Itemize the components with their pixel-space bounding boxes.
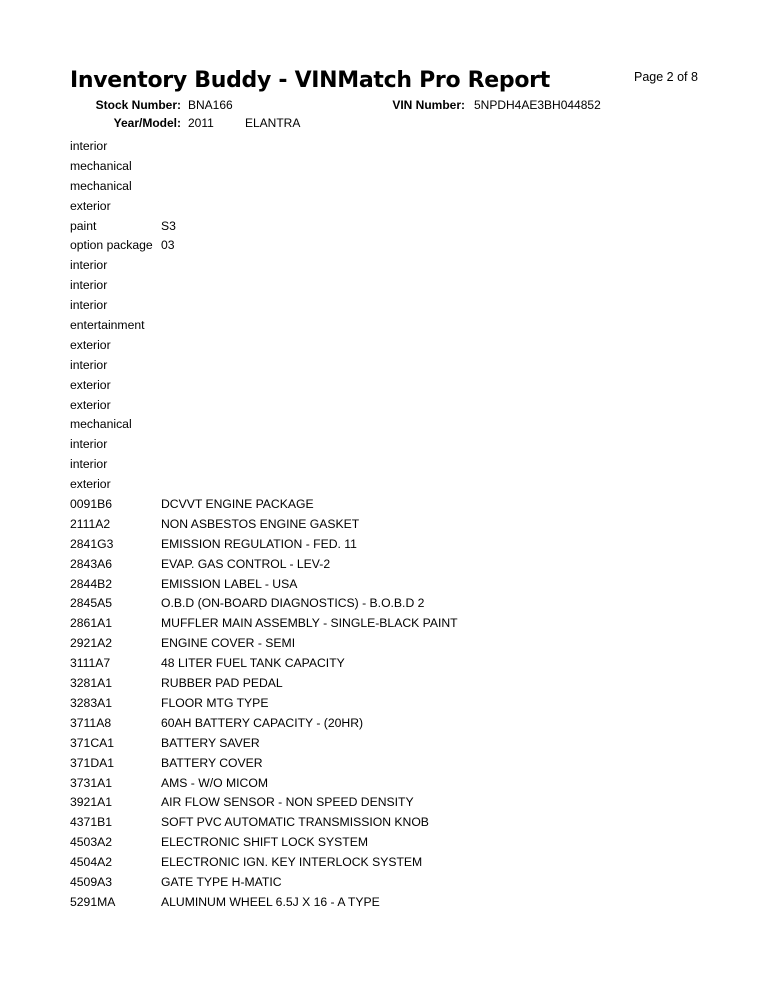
option-code: 3731A1 xyxy=(70,775,113,790)
option-code: 5291MA xyxy=(70,894,116,909)
option-code: interior xyxy=(70,298,108,313)
option-row xyxy=(70,415,720,435)
option-description: SOFT PVC AUTOMATIC TRANSMISSION KNOB xyxy=(161,815,429,830)
option-code: mechanical xyxy=(70,178,132,193)
option-code: entertainment xyxy=(70,318,145,333)
report-title: Inventory Buddy - VINMatch Pro Report xyxy=(70,68,550,93)
option-row xyxy=(70,515,720,535)
option-code: interior xyxy=(70,437,108,452)
option-row xyxy=(70,296,720,316)
option-code: mechanical xyxy=(70,417,132,432)
option-code: 2845A5 xyxy=(70,596,113,611)
option-row xyxy=(70,236,720,256)
option-code: 3711A8 xyxy=(70,715,112,730)
stock-number-label: Stock Number: xyxy=(95,98,181,112)
option-description: 60AH BATTERY CAPACITY - (20HR) xyxy=(161,715,364,730)
option-description: BATTERY COVER xyxy=(161,755,263,770)
option-row xyxy=(70,575,720,595)
option-row xyxy=(70,217,720,237)
option-code: 371CA1 xyxy=(70,735,115,750)
option-description: BATTERY SAVER xyxy=(161,735,260,750)
option-code: 2111A2 xyxy=(70,516,111,531)
option-row xyxy=(70,495,720,515)
option-row xyxy=(70,774,720,794)
year-value: 2011 xyxy=(188,116,214,130)
option-code: 4509A3 xyxy=(70,874,113,889)
option-code: 2843A6 xyxy=(70,556,113,571)
option-row xyxy=(70,793,720,813)
option-description: 03 xyxy=(161,238,175,253)
option-row xyxy=(70,535,720,555)
option-code: interior xyxy=(70,139,108,153)
option-code: 3281A1 xyxy=(70,676,113,691)
option-row xyxy=(70,873,720,893)
option-description: 48 LITER FUEL TANK CAPACITY xyxy=(161,656,345,671)
option-row xyxy=(70,833,720,853)
option-description: ENGINE COVER - SEMI xyxy=(161,636,296,651)
option-row xyxy=(70,316,720,336)
option-row xyxy=(70,177,720,197)
option-row xyxy=(70,376,720,396)
option-code: 0091B6 xyxy=(70,497,113,512)
option-row xyxy=(70,714,720,734)
option-code: interior xyxy=(70,457,108,472)
option-row xyxy=(70,674,720,694)
option-description: EMISSION LABEL - USA xyxy=(161,576,298,591)
option-row xyxy=(70,555,720,575)
option-description: ALUMINUM WHEEL 6.5J X 16 - A TYPE xyxy=(161,894,380,909)
option-code: exterior xyxy=(70,397,111,412)
option-row xyxy=(70,853,720,873)
option-row xyxy=(70,614,720,634)
page-number: Page 2 of 8 xyxy=(634,70,698,84)
option-code: 371DA1 xyxy=(70,755,115,770)
option-row xyxy=(70,455,720,475)
option-description: AIR FLOW SENSOR - NON SPEED DENSITY xyxy=(161,795,414,810)
option-code: 4371B1 xyxy=(70,815,113,830)
option-list xyxy=(70,137,720,913)
option-row xyxy=(70,475,720,495)
option-description: FLOOR MTG TYPE xyxy=(161,695,269,710)
option-code: interior xyxy=(70,278,108,293)
year-model-label: Year/Model: xyxy=(113,116,181,130)
option-row xyxy=(70,356,720,376)
option-code: paint xyxy=(70,218,97,233)
option-code: 3283A1 xyxy=(70,695,113,710)
option-code: 2844B2 xyxy=(70,576,113,591)
option-code: exterior xyxy=(70,337,111,352)
option-row xyxy=(70,634,720,654)
option-code: option package xyxy=(70,238,153,253)
option-code: mechanical xyxy=(70,158,132,173)
option-row xyxy=(70,336,720,356)
option-code: 4503A2 xyxy=(70,835,113,850)
option-code: exterior xyxy=(70,377,111,392)
option-row xyxy=(70,256,720,276)
option-code: 2921A2 xyxy=(70,636,113,651)
option-code: 2841G3 xyxy=(70,536,114,551)
vin-value: 5NPDH4AE3BH044852 xyxy=(474,98,601,112)
option-code: 3921A1 xyxy=(70,795,113,810)
option-description: MUFFLER MAIN ASSEMBLY - SINGLE-BLACK PAINT xyxy=(161,616,458,631)
option-row xyxy=(70,435,720,455)
option-description: O.B.D (ON-BOARD DIAGNOSTICS) - B.O.B.D 2 xyxy=(161,596,425,611)
option-row xyxy=(70,754,720,774)
option-row xyxy=(70,813,720,833)
option-description: NON ASBESTOS ENGINE GASKET xyxy=(161,516,360,531)
option-description: GATE TYPE H-MATIC xyxy=(161,874,282,889)
option-description: EMISSION REGULATION - FED. 11 xyxy=(161,536,357,551)
option-row xyxy=(70,396,720,416)
option-row xyxy=(70,157,720,177)
option-description: AMS - W/O MICOM xyxy=(161,775,268,790)
option-row xyxy=(70,694,720,714)
option-description: DCVVT ENGINE PACKAGE xyxy=(161,497,314,512)
option-description: RUBBER PAD PEDAL xyxy=(161,676,283,691)
option-description: ELECTRONIC IGN. KEY INTERLOCK SYSTEM xyxy=(161,855,423,870)
option-row xyxy=(70,276,720,296)
option-code: exterior xyxy=(70,198,111,213)
option-description: ELECTRONIC SHIFT LOCK SYSTEM xyxy=(161,835,368,850)
option-row xyxy=(70,893,720,913)
option-code: interior xyxy=(70,258,108,273)
option-code: 2861A1 xyxy=(70,616,113,631)
option-code: exterior xyxy=(70,477,111,492)
option-code: 3111A7 xyxy=(70,656,111,671)
option-row xyxy=(70,734,720,754)
stock-number-value: BNA166 xyxy=(188,98,233,112)
option-code: 4504A2 xyxy=(70,855,113,870)
option-description: EVAP. GAS CONTROL - LEV-2 xyxy=(161,556,331,571)
option-row xyxy=(70,197,720,217)
vin-label: VIN Number: xyxy=(392,98,465,112)
option-code: interior xyxy=(70,357,108,372)
option-row xyxy=(70,594,720,614)
option-row xyxy=(70,137,720,157)
option-row xyxy=(70,654,720,674)
option-description: S3 xyxy=(161,218,176,233)
model-value: ELANTRA xyxy=(245,116,301,130)
